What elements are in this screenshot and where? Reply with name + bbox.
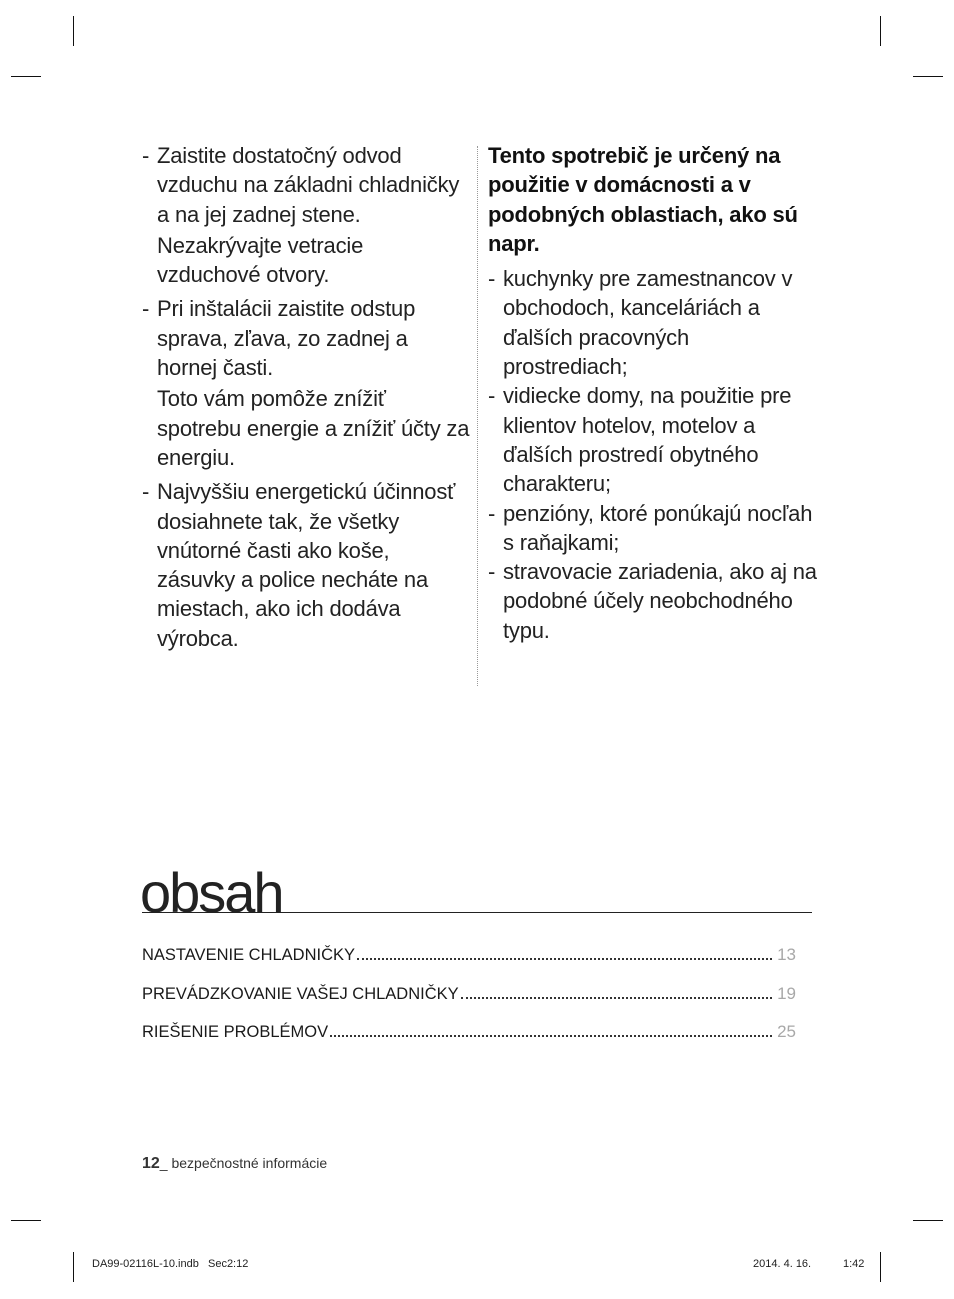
column-divider [477,146,478,686]
paragraph: Zaistite dostatočný odvod vzduchu na základni chladničky a na jej zadnej stene. [157,143,460,227]
left-column [142,141,472,658]
toc-entry-label: PREVÁDZKOVANIE VAŠEJ CHLADNIČKY [142,985,459,1003]
crop-mark-top-right [880,16,881,46]
toc-entry-page: 13 [777,945,796,964]
paragraph: Nezakrývajte vetracie vzduchové otvory. [157,232,364,288]
right-column [488,141,818,645]
crop-mark-top-right-h [913,76,943,77]
toc-entry-label: NASTAVENIE CHLADNIČKY [142,946,356,964]
bullet-dash: - [142,479,150,505]
page-footer [142,1155,327,1173]
crop-mark-bottom-left-h [11,1220,41,1221]
toc-entry[interactable] [142,984,796,1006]
list-item-text: stravovacie zariadenia, ako aj na podobné účely neobchodného typu. [503,559,817,643]
bullet-dash: - [142,143,150,168]
bullet-dash: - [142,296,150,322]
bullet-dash: - [488,500,496,526]
toc-leader-dots [461,997,772,999]
bullet-dash: - [488,559,496,585]
toc-title: obsah [140,861,283,924]
print-slug-date: 2014. 4. 16. [753,1258,812,1270]
crop-mark-bottom-right-h [913,1220,943,1221]
crop-mark-top-left-h [11,76,41,77]
crop-mark-top-left [73,16,74,46]
toc-title-rule [142,912,812,913]
page-number: 12 [142,1155,160,1172]
list-item [488,499,818,558]
toc-entry-page: 25 [777,1022,796,1041]
toc-entry[interactable] [142,945,796,967]
list-item-text: vidiecke domy, na použitie pre klientov hotelov, motelov a ďalších prostredí obytného charakteru; [503,383,792,497]
intended-use-heading: Tento spotrebič je určený na použitie v domácnosti a v podobných oblastiach, ako sú napr. [488,143,798,256]
toc-leader-dots [357,958,772,960]
list-item-text: kuchynky pre zamestnancov v obchodoch, kanceláriách a ďalších pracovných prostrediach; [503,266,793,380]
bullet-dash: - [488,383,496,409]
print-slug-file: DA99-02116L-10.indb Sec2:12 [92,1258,249,1270]
bullet-dash: - [488,266,496,292]
list-item [488,557,818,645]
list-item [142,141,472,289]
toc-entry[interactable] [142,1022,796,1044]
list-item [142,294,472,472]
list-item [488,264,818,381]
paragraph: Pri inštalácii zaistite odstup sprava, zľava, zo zadnej a hornej časti. [157,296,416,381]
section-name: _ bezpečnostné informácie [159,1155,328,1171]
paragraph: Toto vám pomôže znížiť spotrebu energie a znížiť účty za energiu. [157,386,470,470]
toc-leader-dots [330,1035,772,1037]
paragraph: Najvyššiu energetickú účinnosť dosiahnete tak, že všetky vnútorné časti ako koše, zásuvky a police necháte na miestach, ako ich dodáva výrobca. [157,479,456,651]
crop-mark-bottom-right [880,1252,881,1282]
list-item [488,381,818,498]
toc-entry-label: RIEŠENIE PROBLÉMOV [142,1023,329,1041]
crop-mark-bottom-left [73,1252,74,1282]
list-item-text: penzióny, ktoré ponúkajú nocľah s raňajkami; [503,500,813,555]
list-item [142,477,472,653]
toc-entry-page: 19 [777,984,796,1003]
print-slug-time: 1:42 [843,1258,865,1270]
